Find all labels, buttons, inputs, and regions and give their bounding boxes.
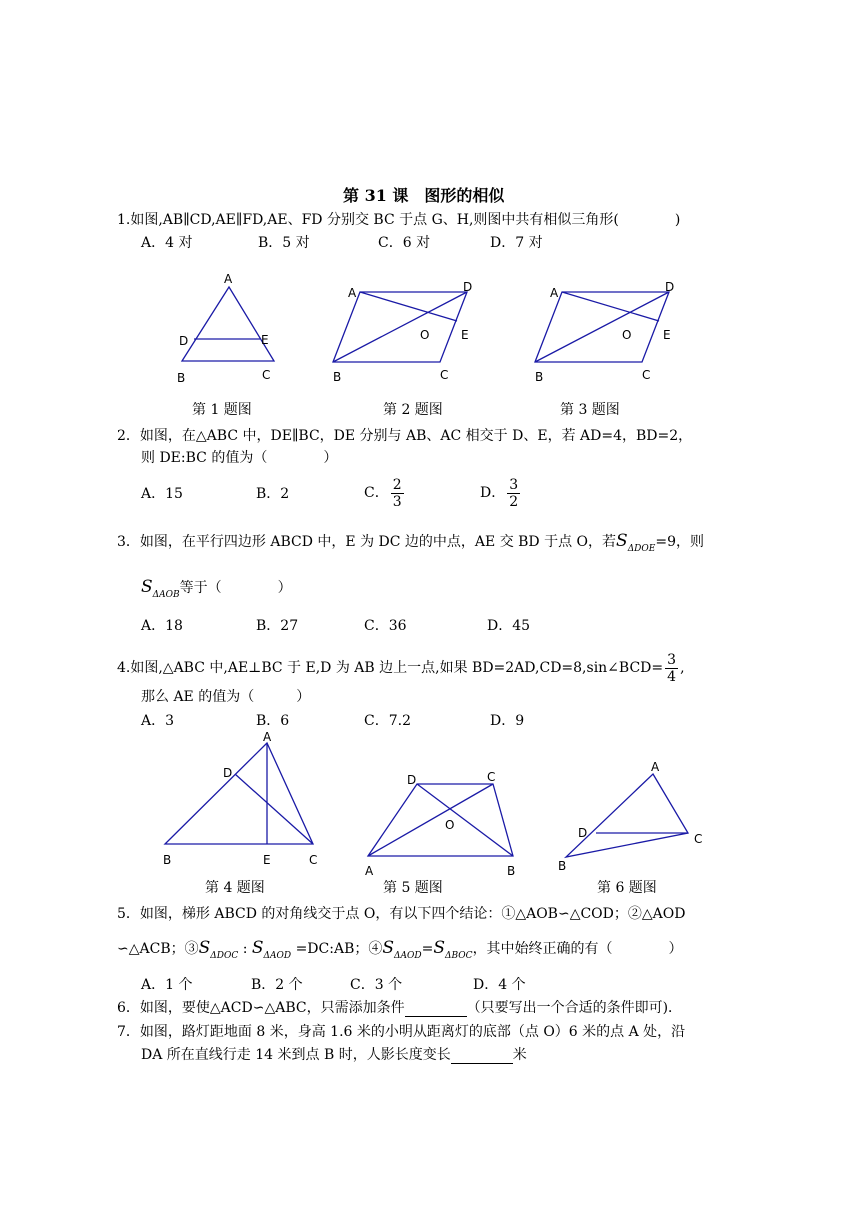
q1-option-c: C．6 对 [378, 235, 431, 251]
q5-option-b: B．2 个 [251, 977, 303, 993]
svg-text:D: D [578, 826, 588, 840]
figure-2 [330, 275, 480, 390]
svg-text:B: B [535, 370, 544, 384]
q3-option-d: D．45 [487, 618, 531, 634]
svg-text:E: E [261, 333, 269, 347]
svg-text:E: E [663, 328, 671, 342]
q6-answer-blank[interactable] [405, 1002, 467, 1017]
svg-text:A: A [263, 730, 272, 744]
q4-option-a: A．3 [141, 713, 175, 729]
q5-option-d: D．4 个 [473, 977, 526, 993]
svg-text:D: D [463, 280, 473, 294]
q5-stem-line1: 5．如图，梯形 ABCD 的对角线交于点 O，有以下四个结论：①△AOB∽△COD；②△AOD [117, 906, 686, 922]
svg-text:A: A [224, 272, 233, 286]
page-title: 第 31 课 图形的相似 [343, 186, 505, 205]
fig-2-caption: 第 2 题图 [383, 402, 443, 418]
svg-text:A: A [550, 286, 559, 300]
q1-option-a: A．4 对 [141, 235, 193, 251]
svg-text:A: A [348, 286, 357, 300]
q4-fraction: $\frac{3}{4}$ [667, 651, 677, 685]
svg-text:A: A [651, 760, 660, 774]
svg-text:C: C [440, 368, 449, 382]
figure-3 [532, 275, 682, 390]
fig-5-caption: 第 5 题图 [383, 880, 443, 896]
svg-text:C: C [642, 368, 651, 382]
figure-5 [360, 768, 530, 883]
q3-stem-line1: 3．如图，在平行四边形 ABCD 中，E 为 DC 边的中点，AE 交 BD 于点 O，若$S_{\Delta DOE}=9$，则 [117, 531, 704, 554]
svg-text:B: B [558, 859, 567, 873]
q3-option-a: A．18 [141, 618, 183, 634]
svg-text:C: C [694, 832, 703, 846]
figure-4 [160, 728, 330, 873]
svg-text:O: O [420, 328, 430, 342]
q4-option-b: B．6 [256, 713, 290, 729]
q6-stem: 6．如图，要使△ACD∽△ABC，只需添加条件 （只要写出一个合适的条件即可)． [117, 1000, 683, 1016]
q3-option-b: B．27 [256, 618, 299, 634]
fig-1-caption: 第 1 题图 [192, 402, 252, 418]
q2-option-b: B．2 [256, 486, 290, 502]
q7-stem-line2: DA 所在直线行走 14 米到点 B 时，人影长度变长 米 [141, 1047, 527, 1063]
svg-text:B: B [177, 371, 186, 385]
fig-4-caption: 第 4 题图 [205, 880, 265, 896]
svg-text:D: D [223, 766, 233, 780]
svg-text:O: O [622, 328, 632, 342]
svg-text:D: D [179, 334, 189, 348]
svg-text:A: A [365, 864, 374, 878]
svg-text:B: B [163, 853, 172, 867]
svg-text:E: E [263, 853, 271, 867]
q2-option-d-fraction: $\frac{3}{2}$ [509, 476, 519, 510]
q5-stem-line2: ∽△ACB；$③S_{\Delta DOC}$ : $S_{\Delta AOD}$ =DC:AB；$④S_{\Delta AOD}=S_{\Delta BOC}$，其中始终正确的有（ ） [117, 938, 683, 961]
q7-stem-line1: 7．如图，路灯距地面 8 米，身高 1.6 米的小明从距离灯的底部（点 O）6 米的点 A 处，沿 [117, 1024, 686, 1040]
q2-stem-line2: 则 DE:BC 的值为（ ） [141, 450, 338, 466]
fig-6-caption: 第 6 题图 [597, 880, 657, 896]
svg-text:E: E [461, 328, 469, 342]
svg-text:O: O [445, 818, 455, 832]
q3-option-c: C．36 [364, 618, 407, 634]
q2-option-a: A．15 [141, 486, 183, 502]
q1-stem: 1.如图,AB∥CD,AE∥FD,AE、FD 分别交 BC 于点 G、H,则图中共有相似三角形( ) [117, 212, 681, 228]
svg-text:D: D [665, 280, 675, 294]
q4-stem-line1: 4.如图,△ABC 中,AE⊥BC 于 E,D 为 AB 边上一点,如果 BD=2AD,CD=8,sin∠BCD= $\frac{3}{4}$ , [117, 651, 685, 685]
q4-option-d: D．9 [490, 713, 525, 729]
q2-stem-line1: 2．如图，在△ABC 中，DE∥BC，DE 分别与 AB、AC 相交于 D、E，若 AD=4，BD=2， [117, 428, 693, 444]
q5-option-c: C．3 个 [350, 977, 403, 993]
q2-option-c: C． $\frac{2}{3}$ [364, 476, 402, 510]
svg-text:C: C [309, 853, 318, 867]
q1-option-b: B．5 对 [258, 235, 310, 251]
svg-text:B: B [507, 864, 516, 878]
q4-option-c: C．7.2 [364, 713, 411, 729]
figure-6 [555, 756, 715, 876]
q2-option-c-fraction: $\frac{2}{3}$ [392, 476, 402, 510]
q1-option-d: D．7 对 [490, 235, 543, 251]
q2-option-d: D． $\frac{3}{2}$ [480, 476, 519, 510]
svg-text:B: B [333, 370, 342, 384]
q5-option-a: A．1 个 [141, 977, 193, 993]
q3-stem-line2: $S_{\Delta AOB}$等于（ ） [141, 577, 292, 600]
q4-stem-line2: 那么 AE 的值为（ ） [141, 689, 311, 705]
fig-3-caption: 第 3 题图 [560, 402, 620, 418]
svg-text:C: C [262, 368, 271, 382]
svg-text:D: D [407, 773, 417, 787]
figure-1 [170, 265, 290, 390]
q7-answer-blank[interactable] [451, 1049, 513, 1064]
svg-text:C: C [487, 770, 496, 784]
